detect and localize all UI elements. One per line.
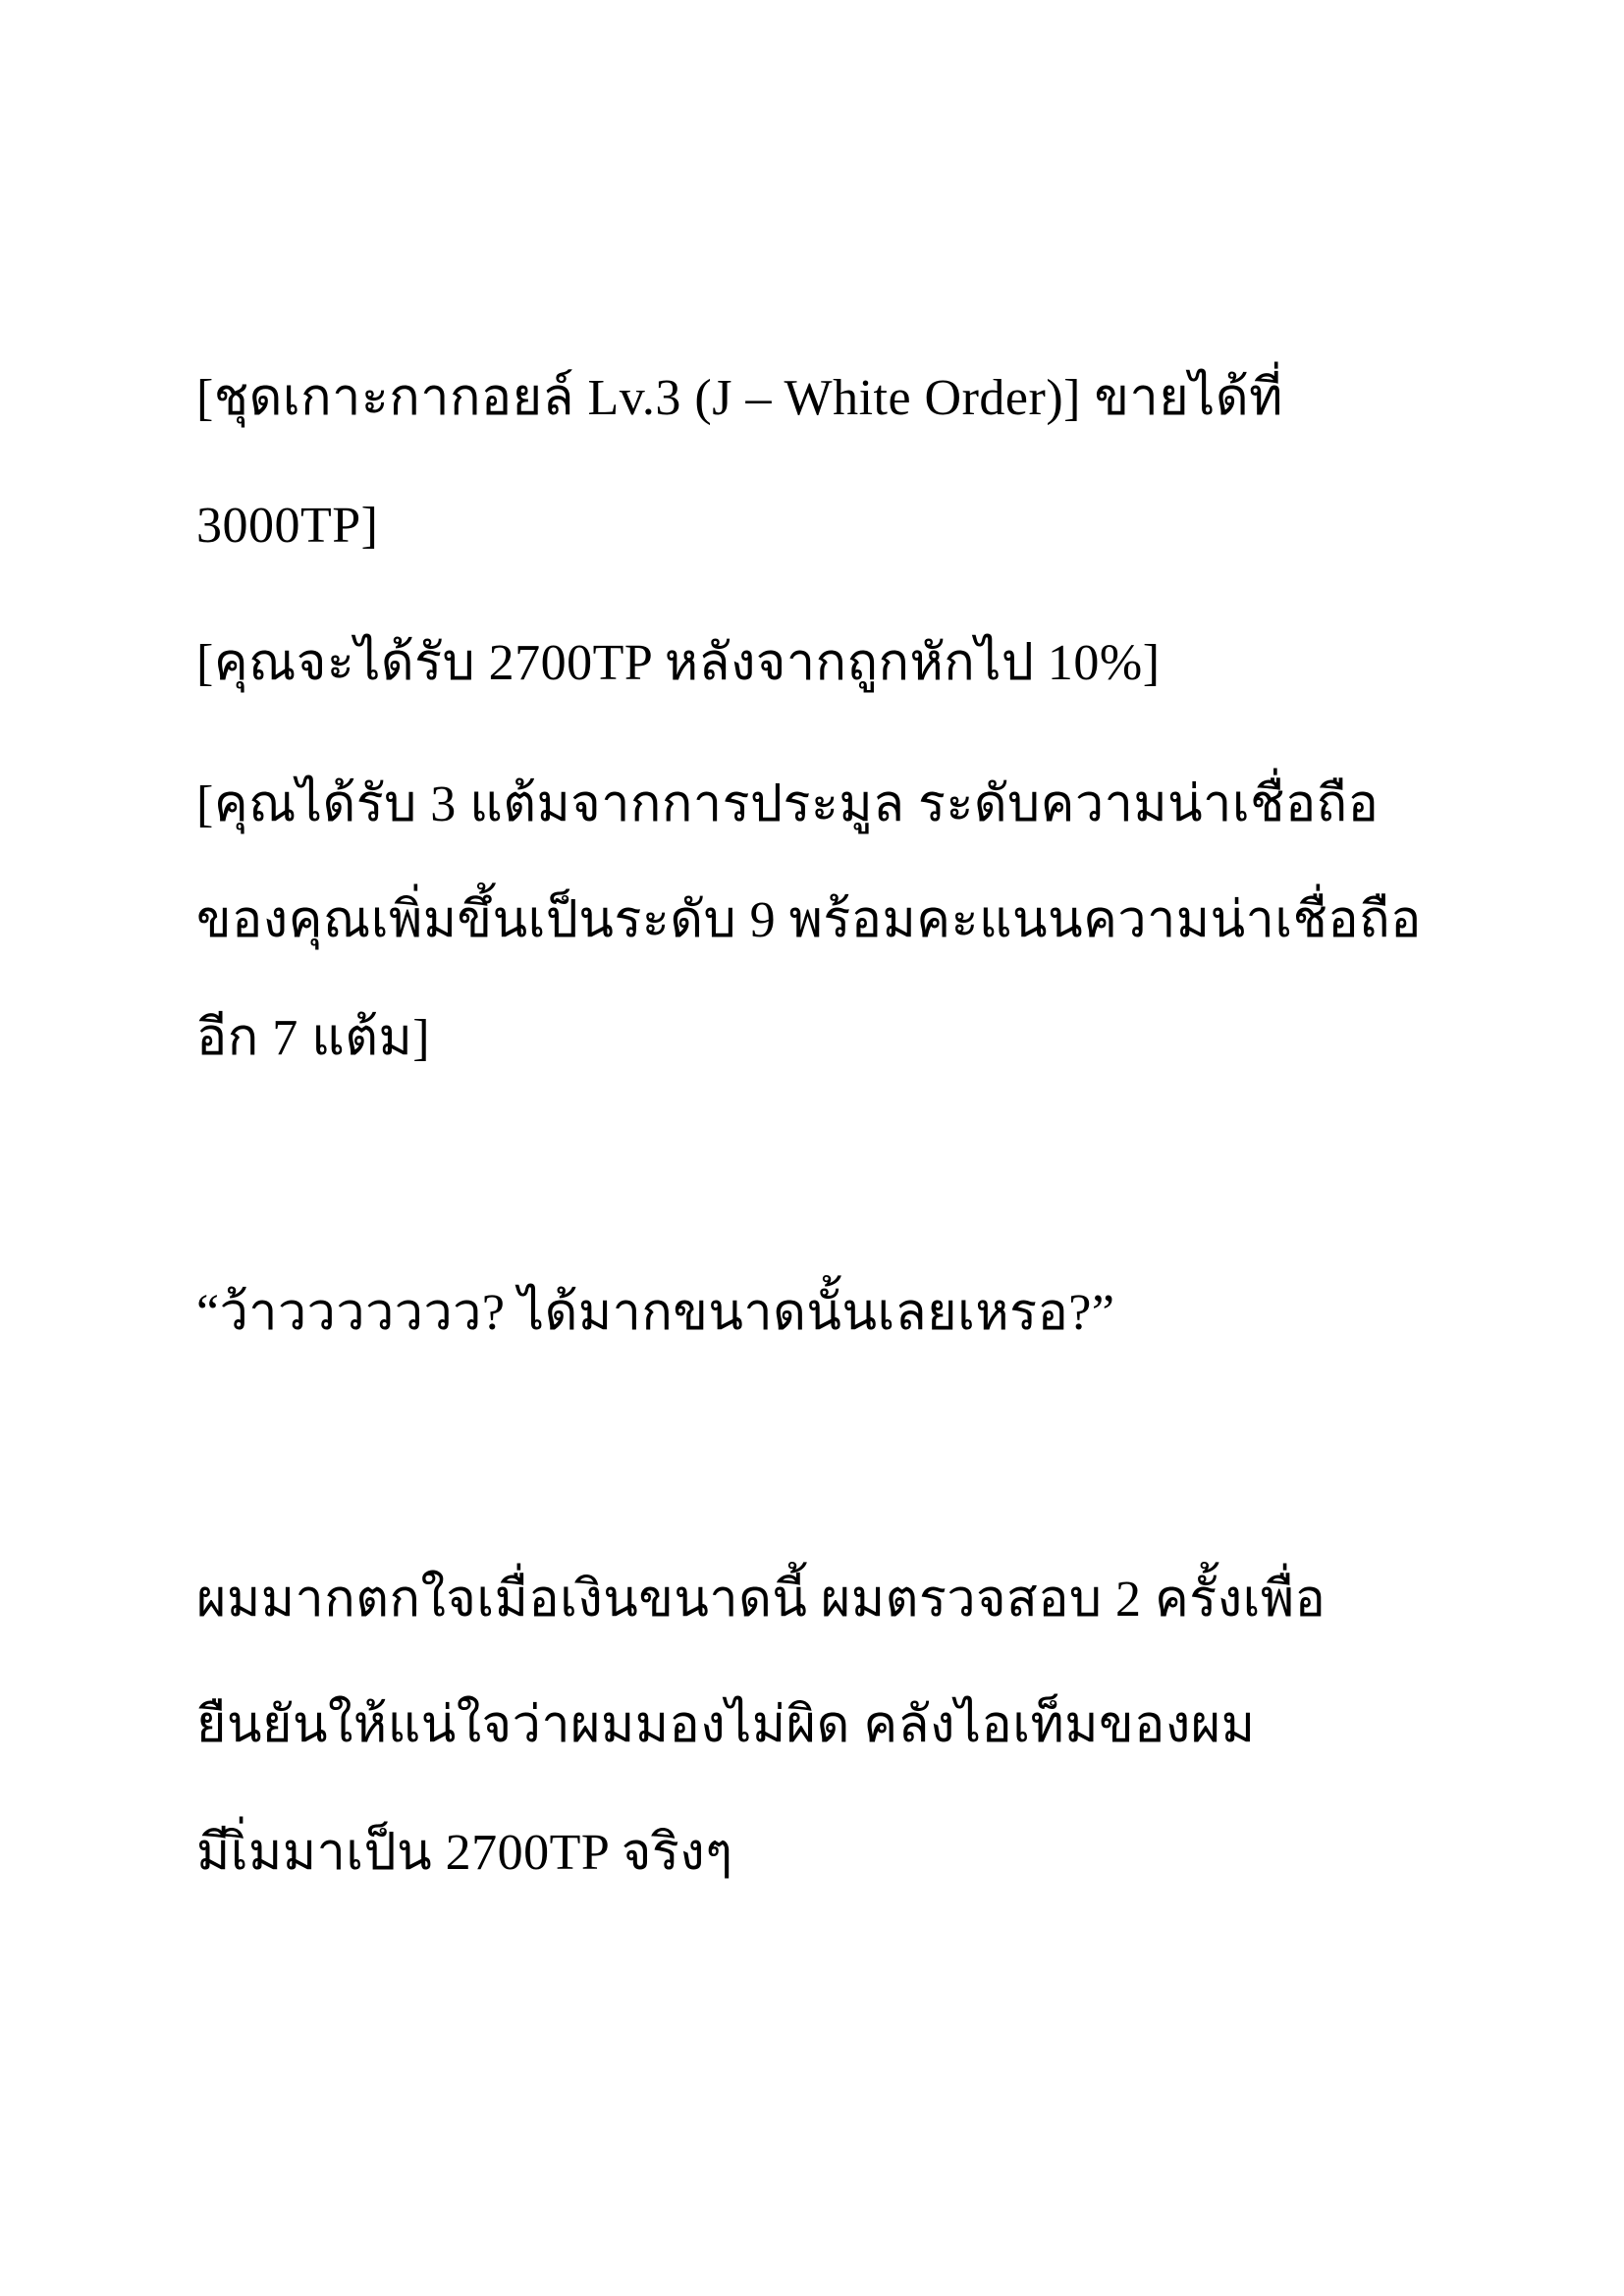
system-message-credibility: [คุณได้รับ 3 แต้มจากการประมูล ระดับความน่าเชื่อถือ	[196, 776, 1380, 832]
system-message-sale-price-continued: 3000TP]	[196, 498, 379, 554]
system-message-credibility-continued: ของคุณเพิ่มขึ้นเป็นระดับ 9 พร้อมคะแนนความน่าเชื่อถือ	[196, 892, 1422, 948]
system-message-sale-price: [ชุดเกาะกากอยล์ Lv.3 (J – White Order)] ขายได้ที่	[196, 370, 1283, 426]
system-message-credibility-end: อีก 7 แต้ม]	[196, 1010, 431, 1066]
narration-line-2: ยืนยันให้แน่ใจว่าผมมองไม่ผิด คลังไอเท็มของผม	[196, 1697, 1256, 1753]
narration-line-1: ผมมากตกใจเมื่อเงินขนาดนี้ ผมตรวจสอบ 2 ครั้งเพื่อ	[196, 1572, 1326, 1628]
dialogue-line: “ว้าววววววว? ได้มากขนาดนั้นเลยเหรอ?”	[196, 1285, 1115, 1341]
narration-line-3: มีเิ่มมาเป็น 2700TP จริงๆ	[196, 1825, 733, 1881]
system-message-deduction: [คุณจะได้รับ 2700TP หลังจากถูกหักไป 10%]	[196, 635, 1161, 691]
